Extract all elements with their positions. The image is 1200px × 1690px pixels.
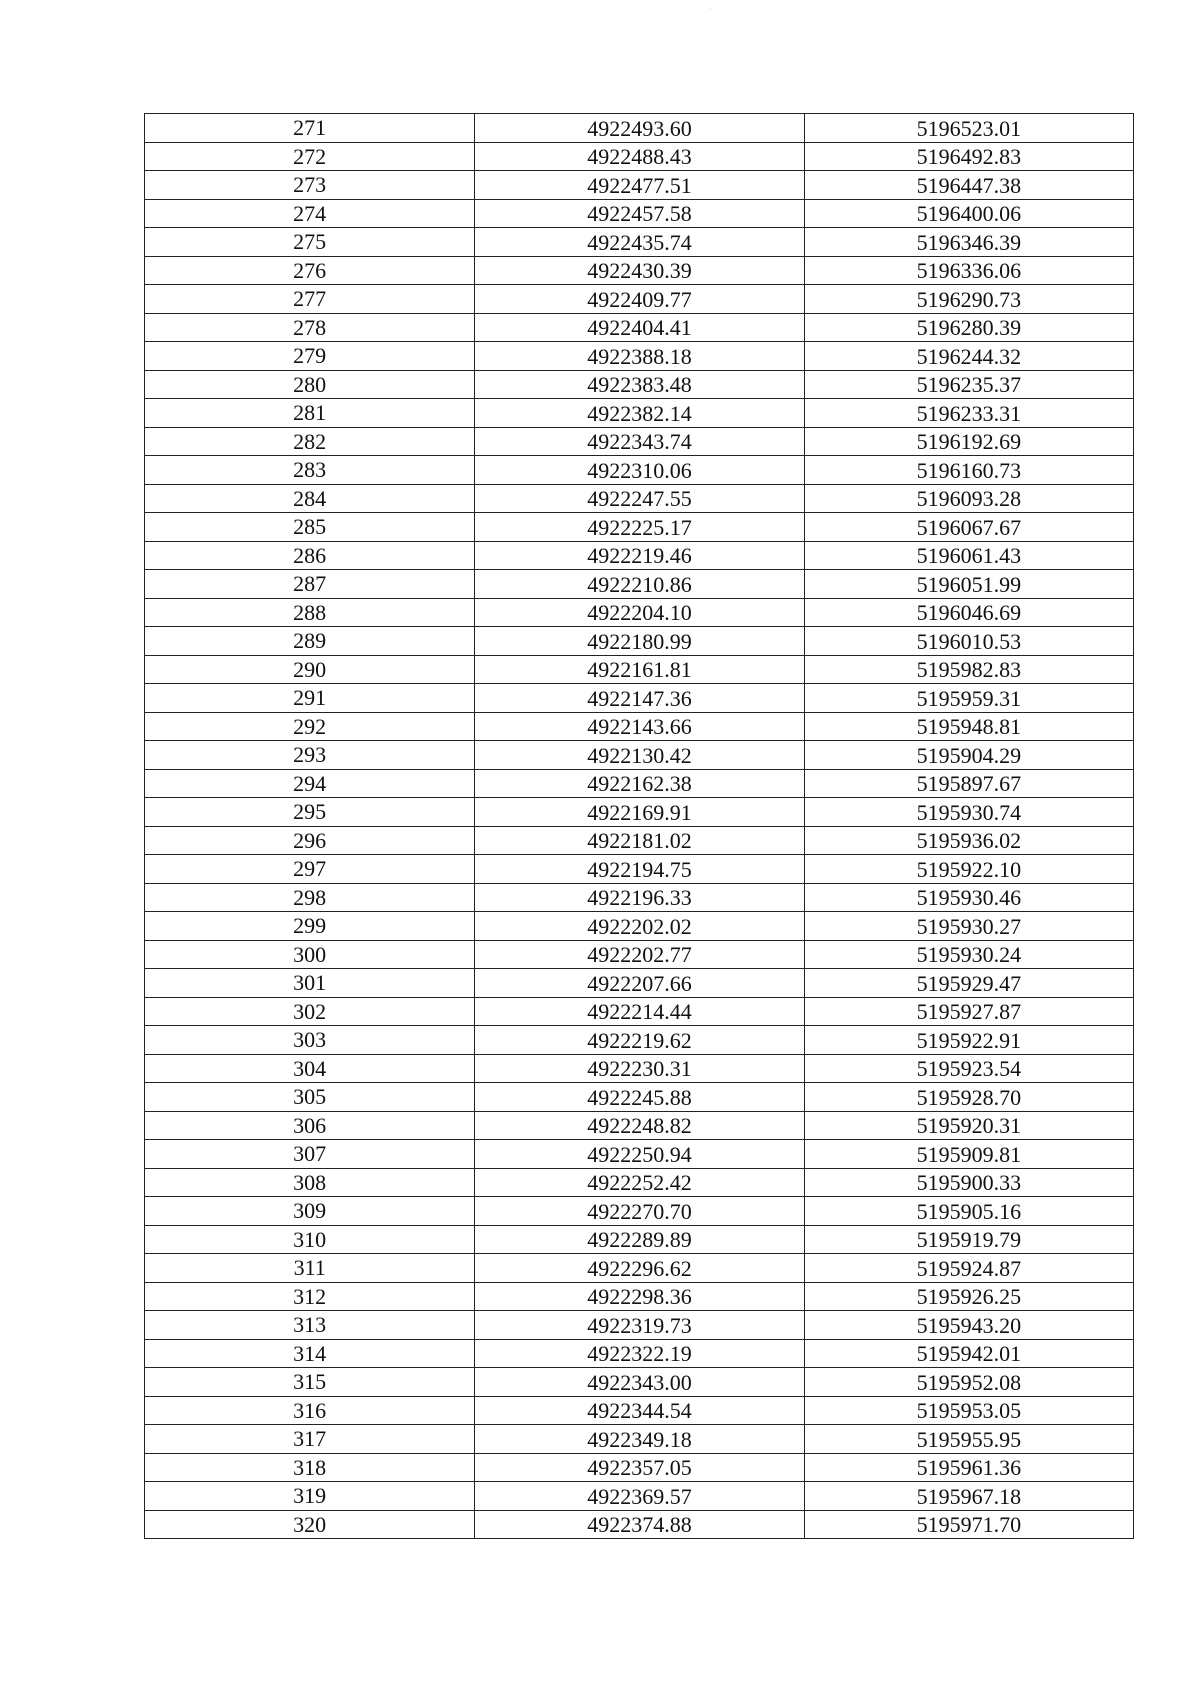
x-coordinate-cell: 4922382.14: [475, 399, 804, 428]
y-coordinate-cell: 5195982.83: [804, 655, 1133, 684]
table-row: [145, 513, 1134, 542]
point-number-cell: 293: [145, 741, 475, 770]
table-row: [145, 1453, 1134, 1482]
point-number-cell: 291: [145, 684, 475, 713]
x-coordinate-cell: 4922202.77: [475, 940, 804, 969]
table-row: [145, 969, 1134, 998]
table-row: [145, 1111, 1134, 1140]
point-number-cell: 276: [145, 256, 475, 285]
y-coordinate-cell: 5195922.91: [804, 1026, 1133, 1055]
x-coordinate-cell: 4922457.58: [475, 199, 804, 228]
point-number-cell: 308: [145, 1168, 475, 1197]
y-coordinate-cell: 5196280.39: [804, 313, 1133, 342]
table-row: [145, 627, 1134, 656]
y-coordinate-cell: 5196290.73: [804, 285, 1133, 314]
x-coordinate-cell: 4922180.99: [475, 627, 804, 656]
point-number-cell: 311: [145, 1254, 475, 1283]
point-number-cell: 320: [145, 1510, 475, 1539]
x-coordinate-cell: 4922130.42: [475, 741, 804, 770]
y-coordinate-cell: 5195927.87: [804, 997, 1133, 1026]
x-coordinate-cell: 4922298.36: [475, 1282, 804, 1311]
y-coordinate-cell: 5196051.99: [804, 570, 1133, 599]
table-row: [145, 1510, 1134, 1539]
x-coordinate-cell: 4922435.74: [475, 228, 804, 257]
table-row: [145, 199, 1134, 228]
table-row: [145, 1282, 1134, 1311]
table-row: [145, 228, 1134, 257]
x-coordinate-cell: 4922252.42: [475, 1168, 804, 1197]
y-coordinate-cell: 5196336.06: [804, 256, 1133, 285]
table-row: [145, 798, 1134, 827]
x-coordinate-cell: 4922493.60: [475, 114, 804, 143]
y-coordinate-cell: 5196192.69: [804, 427, 1133, 456]
x-coordinate-cell: 4922349.18: [475, 1425, 804, 1454]
point-number-cell: 279: [145, 342, 475, 371]
table-row: [145, 1197, 1134, 1226]
x-coordinate-cell: 4922343.74: [475, 427, 804, 456]
x-coordinate-cell: 4922204.10: [475, 598, 804, 627]
y-coordinate-cell: 5196010.53: [804, 627, 1133, 656]
y-coordinate-cell: 5195904.29: [804, 741, 1133, 770]
x-coordinate-cell: 4922219.46: [475, 541, 804, 570]
y-coordinate-cell: 5195942.01: [804, 1339, 1133, 1368]
x-coordinate-cell: 4922161.81: [475, 655, 804, 684]
point-number-cell: 295: [145, 798, 475, 827]
y-coordinate-cell: 5195922.10: [804, 855, 1133, 884]
point-number-cell: 278: [145, 313, 475, 342]
table-row: [145, 1168, 1134, 1197]
y-coordinate-cell: 5195905.16: [804, 1197, 1133, 1226]
x-coordinate-cell: 4922162.38: [475, 769, 804, 798]
point-number-cell: 307: [145, 1140, 475, 1169]
y-coordinate-cell: 5196346.39: [804, 228, 1133, 257]
y-coordinate-cell: 5195929.47: [804, 969, 1133, 998]
x-coordinate-cell: 4922245.88: [475, 1083, 804, 1112]
y-coordinate-cell: 5196067.67: [804, 513, 1133, 542]
y-coordinate-cell: 5195923.54: [804, 1054, 1133, 1083]
y-coordinate-cell: 5196160.73: [804, 456, 1133, 485]
point-number-cell: 319: [145, 1482, 475, 1511]
y-coordinate-cell: 5195930.74: [804, 798, 1133, 827]
point-number-cell: 299: [145, 912, 475, 941]
point-number-cell: 303: [145, 1026, 475, 1055]
x-coordinate-cell: 4922374.88: [475, 1510, 804, 1539]
x-coordinate-cell: 4922430.39: [475, 256, 804, 285]
y-coordinate-cell: 5195900.33: [804, 1168, 1133, 1197]
table-row: [145, 598, 1134, 627]
table-row: [145, 826, 1134, 855]
point-number-cell: 281: [145, 399, 475, 428]
x-coordinate-cell: 4922343.00: [475, 1368, 804, 1397]
y-coordinate-cell: 5195948.81: [804, 712, 1133, 741]
y-coordinate-cell: 5195952.08: [804, 1368, 1133, 1397]
x-coordinate-cell: 4922225.17: [475, 513, 804, 542]
table-row: [145, 484, 1134, 513]
x-coordinate-cell: 4922250.94: [475, 1140, 804, 1169]
y-coordinate-cell: 5195919.79: [804, 1225, 1133, 1254]
table-row: [145, 1225, 1134, 1254]
point-number-cell: 290: [145, 655, 475, 684]
point-number-cell: 309: [145, 1197, 475, 1226]
y-coordinate-cell: 5196400.06: [804, 199, 1133, 228]
x-coordinate-cell: 4922207.66: [475, 969, 804, 998]
point-number-cell: 282: [145, 427, 475, 456]
x-coordinate-cell: 4922477.51: [475, 171, 804, 200]
coordinates-table-body: [145, 114, 1134, 1539]
x-coordinate-cell: 4922344.54: [475, 1396, 804, 1425]
y-coordinate-cell: 5195967.18: [804, 1482, 1133, 1511]
x-coordinate-cell: 4922230.31: [475, 1054, 804, 1083]
table-row: [145, 313, 1134, 342]
table-row: [145, 855, 1134, 884]
table-row: [145, 285, 1134, 314]
y-coordinate-cell: 5196244.32: [804, 342, 1133, 371]
table-row: [145, 1026, 1134, 1055]
point-number-cell: 275: [145, 228, 475, 257]
x-coordinate-cell: 4922289.89: [475, 1225, 804, 1254]
point-number-cell: 284: [145, 484, 475, 513]
table-row: [145, 1425, 1134, 1454]
point-number-cell: 318: [145, 1453, 475, 1482]
point-number-cell: 289: [145, 627, 475, 656]
y-coordinate-cell: 5195928.70: [804, 1083, 1133, 1112]
x-coordinate-cell: 4922248.82: [475, 1111, 804, 1140]
y-coordinate-cell: 5195955.95: [804, 1425, 1133, 1454]
point-number-cell: 280: [145, 370, 475, 399]
table-row: [145, 342, 1134, 371]
y-coordinate-cell: 5196093.28: [804, 484, 1133, 513]
x-coordinate-cell: 4922169.91: [475, 798, 804, 827]
table-row: [145, 1311, 1134, 1340]
table-row: [145, 769, 1134, 798]
table-row: [145, 1140, 1134, 1169]
point-number-cell: 273: [145, 171, 475, 200]
x-coordinate-cell: 4922296.62: [475, 1254, 804, 1283]
x-coordinate-cell: 4922322.19: [475, 1339, 804, 1368]
table-row: [145, 370, 1134, 399]
table-row: [145, 1368, 1134, 1397]
table-row: [145, 456, 1134, 485]
x-coordinate-cell: 4922409.77: [475, 285, 804, 314]
point-number-cell: 298: [145, 883, 475, 912]
y-coordinate-cell: 5195924.87: [804, 1254, 1133, 1283]
y-coordinate-cell: 5195920.31: [804, 1111, 1133, 1140]
table-row: [145, 427, 1134, 456]
table-row: [145, 1339, 1134, 1368]
point-number-cell: 315: [145, 1368, 475, 1397]
point-number-cell: 294: [145, 769, 475, 798]
x-coordinate-cell: 4922247.55: [475, 484, 804, 513]
table-row: [145, 114, 1134, 143]
y-coordinate-cell: 5195936.02: [804, 826, 1133, 855]
x-coordinate-cell: 4922383.48: [475, 370, 804, 399]
point-number-cell: 287: [145, 570, 475, 599]
point-number-cell: 283: [145, 456, 475, 485]
y-coordinate-cell: 5195971.70: [804, 1510, 1133, 1539]
scan-artifact: [710, 8, 711, 9]
y-coordinate-cell: 5195959.31: [804, 684, 1133, 713]
point-number-cell: 304: [145, 1054, 475, 1083]
table-row: [145, 997, 1134, 1026]
point-number-cell: 296: [145, 826, 475, 855]
x-coordinate-cell: 4922270.70: [475, 1197, 804, 1226]
point-number-cell: 302: [145, 997, 475, 1026]
coordinates-table: [144, 113, 1134, 1539]
x-coordinate-cell: 4922196.33: [475, 883, 804, 912]
x-coordinate-cell: 4922202.02: [475, 912, 804, 941]
point-number-cell: 316: [145, 1396, 475, 1425]
table-row: [145, 1054, 1134, 1083]
table-row: [145, 741, 1134, 770]
x-coordinate-cell: 4922147.36: [475, 684, 804, 713]
y-coordinate-cell: 5195930.27: [804, 912, 1133, 941]
point-number-cell: 272: [145, 142, 475, 171]
point-number-cell: 274: [145, 199, 475, 228]
x-coordinate-cell: 4922143.66: [475, 712, 804, 741]
table-row: [145, 570, 1134, 599]
table-row: [145, 1482, 1134, 1511]
table-row: [145, 142, 1134, 171]
point-number-cell: 286: [145, 541, 475, 570]
table-row: [145, 883, 1134, 912]
y-coordinate-cell: 5195926.25: [804, 1282, 1133, 1311]
table-row: [145, 712, 1134, 741]
table-row: [145, 541, 1134, 570]
x-coordinate-cell: 4922488.43: [475, 142, 804, 171]
x-coordinate-cell: 4922388.18: [475, 342, 804, 371]
x-coordinate-cell: 4922369.57: [475, 1482, 804, 1511]
point-number-cell: 305: [145, 1083, 475, 1112]
table-row: [145, 684, 1134, 713]
table-row: [145, 655, 1134, 684]
point-number-cell: 314: [145, 1339, 475, 1368]
x-coordinate-cell: 4922210.86: [475, 570, 804, 599]
y-coordinate-cell: 5196447.38: [804, 171, 1133, 200]
table-row: [145, 1396, 1134, 1425]
table-row: [145, 912, 1134, 941]
table-row: [145, 399, 1134, 428]
y-coordinate-cell: 5196523.01: [804, 114, 1133, 143]
x-coordinate-cell: 4922219.62: [475, 1026, 804, 1055]
x-coordinate-cell: 4922357.05: [475, 1453, 804, 1482]
y-coordinate-cell: 5195943.20: [804, 1311, 1133, 1340]
y-coordinate-cell: 5196061.43: [804, 541, 1133, 570]
y-coordinate-cell: 5195953.05: [804, 1396, 1133, 1425]
point-number-cell: 310: [145, 1225, 475, 1254]
point-number-cell: 313: [145, 1311, 475, 1340]
point-number-cell: 271: [145, 114, 475, 143]
y-coordinate-cell: 5195961.36: [804, 1453, 1133, 1482]
x-coordinate-cell: 4922181.02: [475, 826, 804, 855]
point-number-cell: 297: [145, 855, 475, 884]
x-coordinate-cell: 4922214.44: [475, 997, 804, 1026]
point-number-cell: 300: [145, 940, 475, 969]
point-number-cell: 317: [145, 1425, 475, 1454]
table-row: [145, 1254, 1134, 1283]
table-row: [145, 1083, 1134, 1112]
y-coordinate-cell: 5196046.69: [804, 598, 1133, 627]
point-number-cell: 301: [145, 969, 475, 998]
y-coordinate-cell: 5196492.83: [804, 142, 1133, 171]
y-coordinate-cell: 5196233.31: [804, 399, 1133, 428]
point-number-cell: 292: [145, 712, 475, 741]
table-row: [145, 256, 1134, 285]
x-coordinate-cell: 4922319.73: [475, 1311, 804, 1340]
x-coordinate-cell: 4922310.06: [475, 456, 804, 485]
x-coordinate-cell: 4922404.41: [475, 313, 804, 342]
y-coordinate-cell: 5195930.46: [804, 883, 1133, 912]
point-number-cell: 306: [145, 1111, 475, 1140]
y-coordinate-cell: 5195930.24: [804, 940, 1133, 969]
table-row: [145, 940, 1134, 969]
y-coordinate-cell: 5195897.67: [804, 769, 1133, 798]
y-coordinate-cell: 5195909.81: [804, 1140, 1133, 1169]
point-number-cell: 312: [145, 1282, 475, 1311]
point-number-cell: 285: [145, 513, 475, 542]
x-coordinate-cell: 4922194.75: [475, 855, 804, 884]
point-number-cell: 288: [145, 598, 475, 627]
y-coordinate-cell: 5196235.37: [804, 370, 1133, 399]
table-row: [145, 171, 1134, 200]
point-number-cell: 277: [145, 285, 475, 314]
